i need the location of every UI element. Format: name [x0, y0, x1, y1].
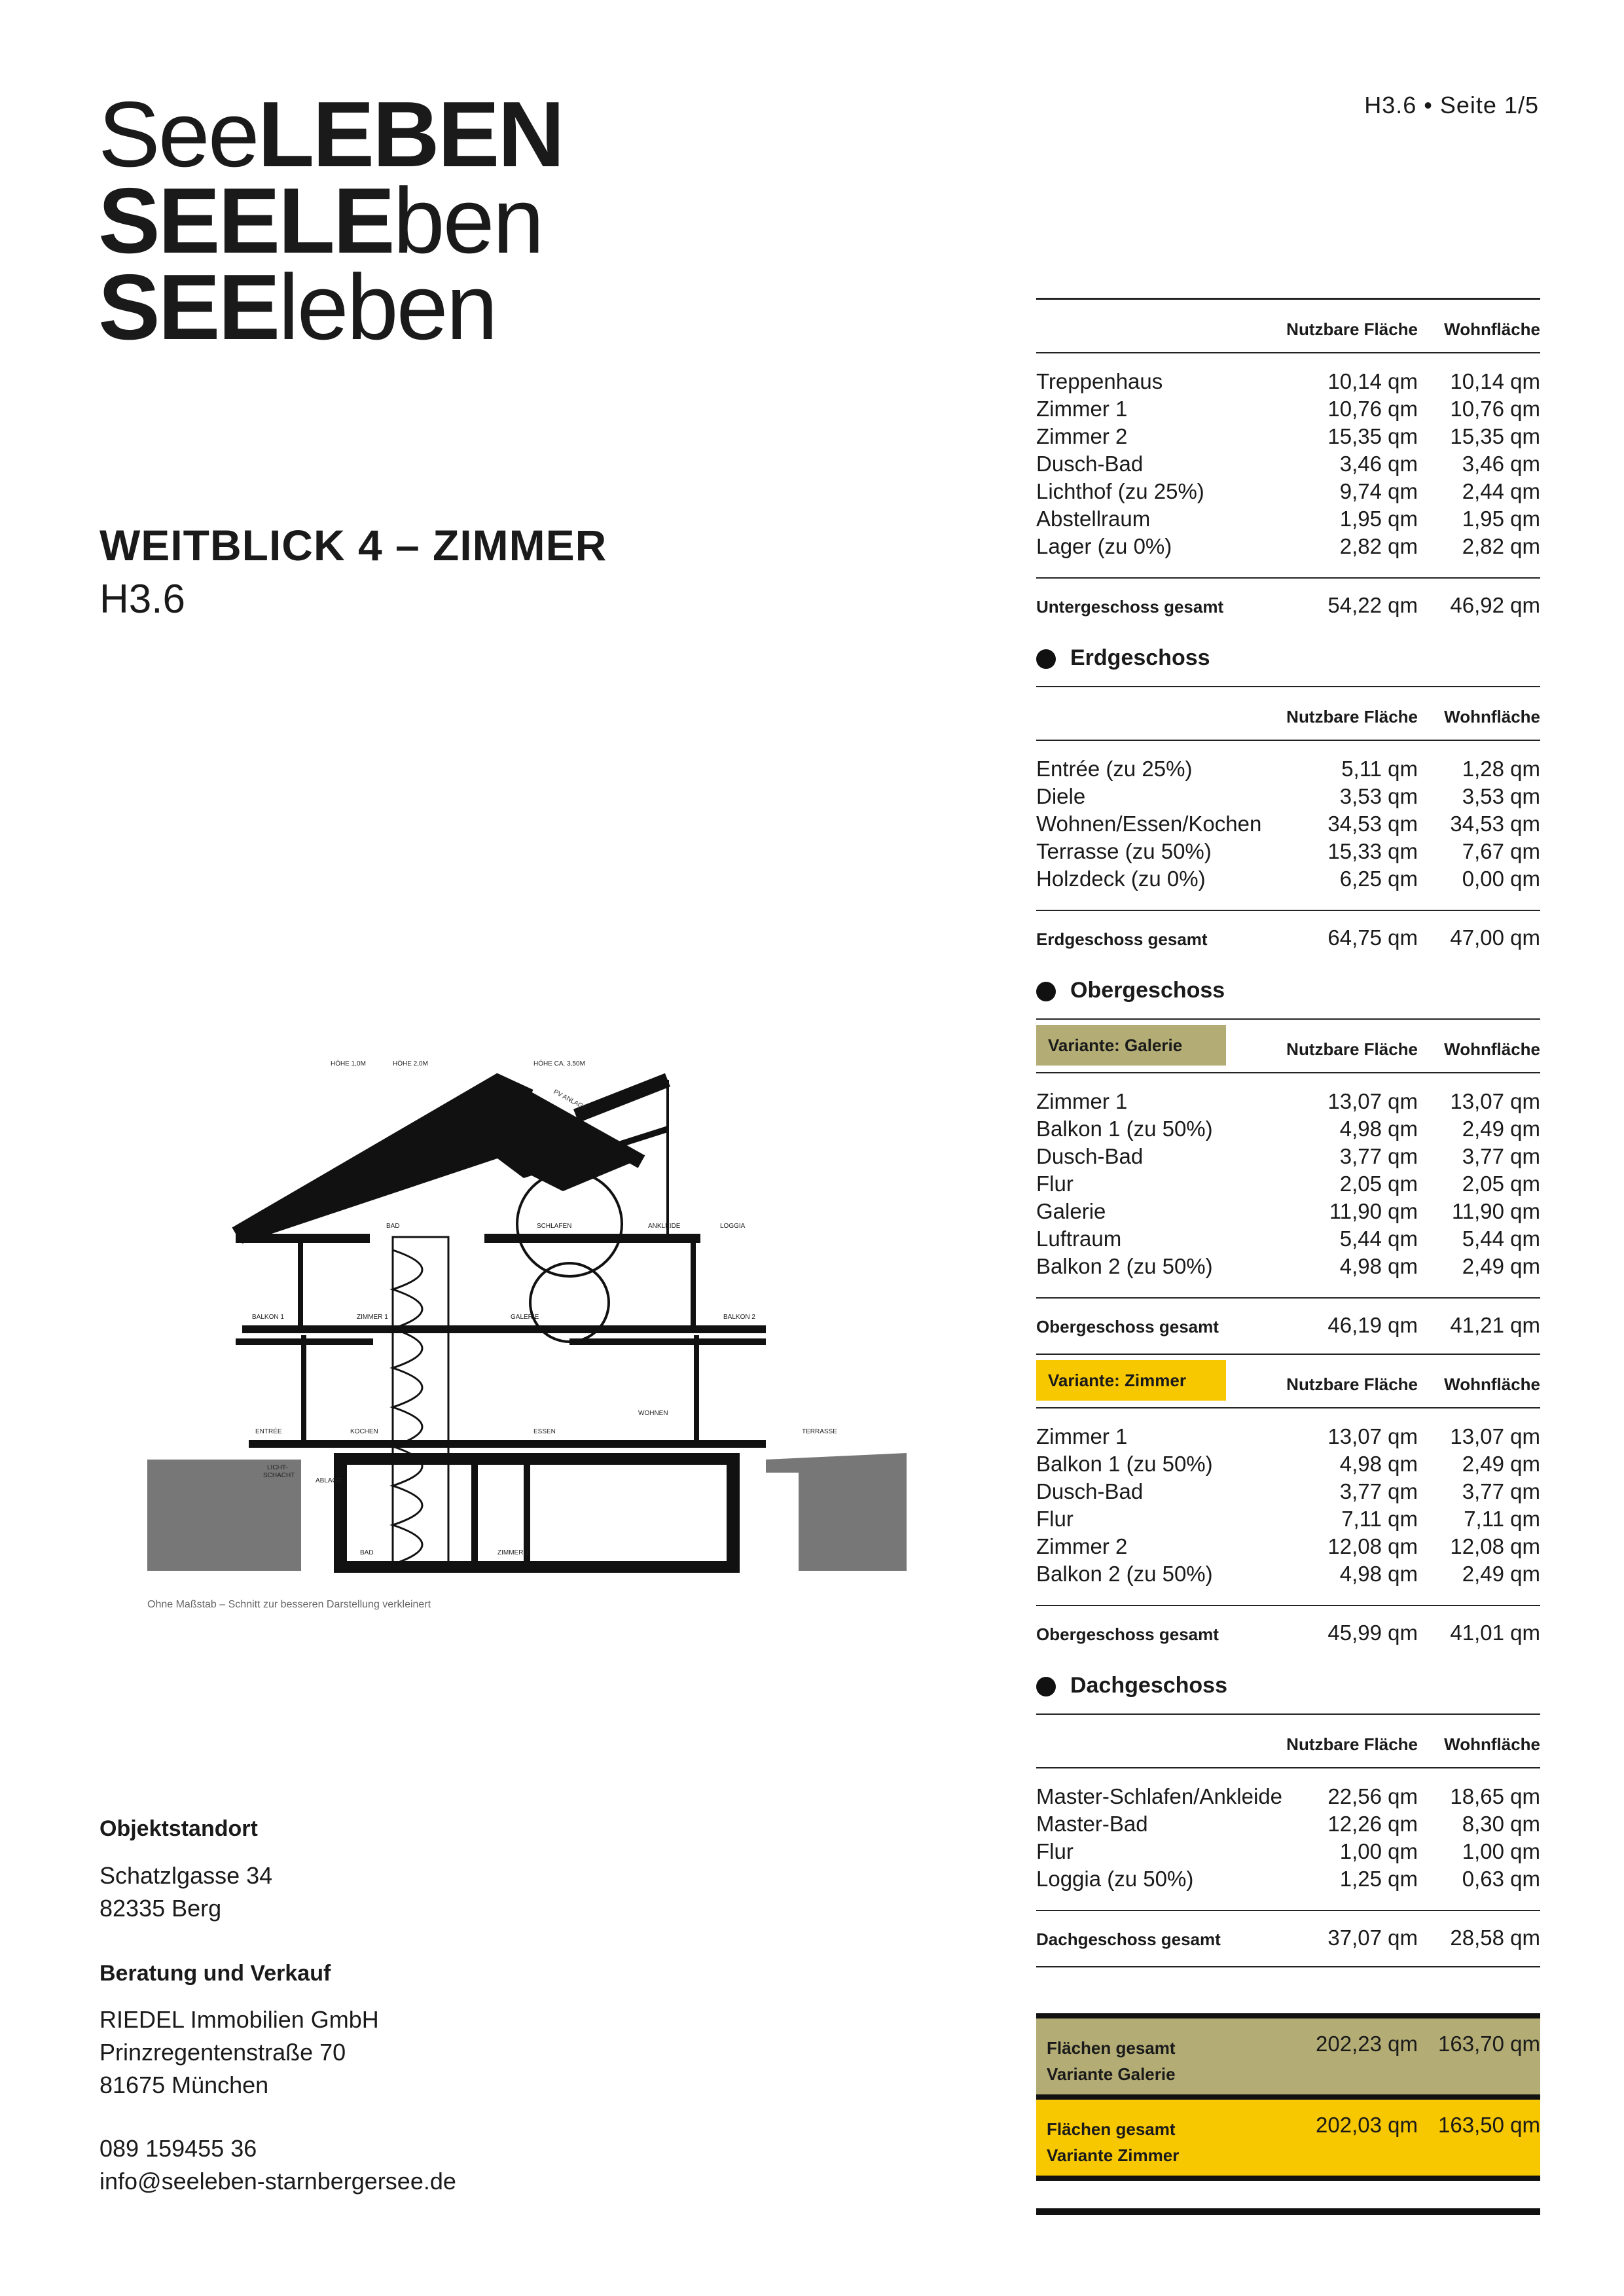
usable-area: 3,77 qm	[1339, 1479, 1418, 1503]
living-area: 1,00 qm	[1462, 1839, 1540, 1863]
usable-area: 2,05 qm	[1339, 1172, 1418, 1196]
og-galerie-total	[1036, 1299, 1540, 1354]
total-usable: 54,22 qm	[1327, 593, 1418, 617]
usable-area: 34,53 qm	[1327, 812, 1418, 836]
table-row	[1036, 757, 1540, 784]
table-row	[1036, 1199, 1540, 1227]
total-label: Untergeschoss gesamt	[1036, 597, 1224, 617]
usable-area: 1,25 qm	[1339, 1867, 1418, 1891]
sales-city: 81675 München	[99, 2072, 269, 2098]
table-row	[1036, 1839, 1540, 1867]
living-area: 2,49 qm	[1462, 1254, 1540, 1278]
usable-area: 5,44 qm	[1339, 1227, 1418, 1251]
header-living-area: Wohnfläche	[1444, 319, 1540, 339]
table-row	[1036, 452, 1540, 479]
living-area: 3,46 qm	[1462, 452, 1540, 476]
room-name: Luftraum	[1036, 1227, 1122, 1251]
ug-rows	[1036, 353, 1540, 577]
usable-area: 15,35 qm	[1327, 424, 1418, 448]
living-area: 5,44 qm	[1462, 1227, 1540, 1251]
table-row	[1036, 1172, 1540, 1199]
usable-area: 1,95 qm	[1339, 507, 1418, 531]
og-zimmer-rows	[1036, 1408, 1540, 1605]
room-name: Balkon 1 (zu 50%)	[1036, 1117, 1213, 1141]
usable-area: 7,11 qm	[1341, 1507, 1418, 1531]
room-name: Dusch-Bad	[1036, 452, 1144, 476]
table-row	[1036, 1254, 1540, 1282]
room-name: Zimmer 1	[1036, 1424, 1128, 1448]
living-area: 3,77 qm	[1462, 1479, 1540, 1503]
usable-area: 12,08 qm	[1327, 1534, 1418, 1558]
room-name: Master-Schlafen/Ankleide	[1036, 1784, 1283, 1808]
room-name: Diele	[1036, 784, 1086, 808]
total-usable: 45,99 qm	[1327, 1621, 1418, 1645]
variant-zimmer-badge: Variante: Zimmer	[1036, 1360, 1226, 1401]
living-area: 2,05 qm	[1462, 1172, 1540, 1196]
living-area: 0,00 qm	[1462, 867, 1540, 891]
section-caption: Ohne Maßstab – Schnitt zur besseren Darstellung verkleinert	[147, 1599, 431, 1610]
room-name: Entrée (zu 25%)	[1036, 757, 1193, 781]
room-name: Treppenhaus	[1036, 369, 1163, 393]
usable-area: 4,98 qm	[1339, 1254, 1418, 1278]
table-row	[1036, 1534, 1540, 1562]
room-name: Wohnen/Essen/Kochen	[1036, 812, 1262, 836]
usable-area: 13,07 qm	[1327, 1089, 1418, 1113]
sum-zimmer: Flächen gesamt Variante Zimmer 202,03 qm 163,50 qm	[1036, 2094, 1540, 2176]
usable-area: 1,00 qm	[1339, 1839, 1418, 1863]
sales-company: RIEDEL Immobilien GmbH	[99, 2006, 379, 2033]
eg-total	[1036, 911, 1540, 966]
living-area: 15,35 qm	[1450, 424, 1540, 448]
room-name: Zimmer 1	[1036, 1089, 1128, 1113]
room-name: Dusch-Bad	[1036, 1144, 1144, 1168]
label-schacht: SCHACHT	[263, 1472, 295, 1479]
label-hoehe-1m: HÖHE 1,0M	[331, 1060, 366, 1067]
bottom-bar	[1036, 2208, 1540, 2215]
table-row	[1036, 1452, 1540, 1479]
room-name: Lichthof (zu 25%)	[1036, 479, 1204, 503]
total-usable: 46,19 qm	[1327, 1313, 1418, 1337]
living-area: 1,28 qm	[1462, 757, 1540, 781]
label-hoehe-2m: HÖHE 2,0M	[393, 1060, 428, 1067]
room-name: Lager (zu 0%)	[1036, 534, 1172, 558]
living-area: 2,49 qm	[1462, 1452, 1540, 1476]
table-row	[1036, 507, 1540, 534]
label-balkon-2: BALKON 2	[723, 1314, 755, 1321]
living-area: 2,49 qm	[1462, 1562, 1540, 1586]
table-header-zimmer: Variante: Zimmer Nutzbare Fläche Wohnfläche	[1036, 1355, 1540, 1407]
table-header-galerie: Variante: Galerie Nutzbare Fläche Wohnfläche	[1036, 1020, 1540, 1072]
location-street: Schatzlgasse 34	[99, 1862, 273, 1889]
table-row	[1036, 1479, 1540, 1507]
sales-street: Prinzregentenstraße 70	[99, 2039, 346, 2066]
total-living: 46,92 qm	[1450, 593, 1540, 617]
sum-galerie: Flächen gesamt Variante Galerie 202,23 qm 163,70 qm	[1036, 2013, 1540, 2094]
table-row	[1036, 369, 1540, 397]
usable-area: 3,77 qm	[1339, 1144, 1418, 1168]
usable-area: 3,53 qm	[1339, 784, 1418, 808]
section-erdgeschoss: Erdgeschoss	[1036, 634, 1540, 686]
label-terrasse: TERRASSE	[802, 1428, 837, 1435]
usable-area: 22,56 qm	[1327, 1784, 1418, 1808]
dg-rows	[1036, 1768, 1540, 1910]
label-pv-anlage: PV ANLAGE	[552, 1088, 588, 1113]
table-row	[1036, 1424, 1540, 1452]
living-area: 13,07 qm	[1450, 1089, 1540, 1113]
table-row	[1036, 784, 1540, 812]
living-area: 3,77 qm	[1462, 1144, 1540, 1168]
living-area: 0,63 qm	[1462, 1867, 1540, 1891]
room-name: Zimmer 1	[1036, 397, 1128, 421]
label-bad-ug: BAD	[360, 1549, 374, 1556]
label-bad: BAD	[386, 1223, 400, 1230]
living-area: 3,53 qm	[1462, 784, 1540, 808]
room-name: Balkon 1 (zu 50%)	[1036, 1452, 1213, 1476]
room-name: Flur	[1036, 1507, 1074, 1531]
room-name: Zimmer 2	[1036, 1534, 1128, 1558]
room-name: Flur	[1036, 1172, 1074, 1196]
living-area: 1,95 qm	[1462, 507, 1540, 531]
room-name: Abstellraum	[1036, 507, 1151, 531]
table-row	[1036, 1562, 1540, 1589]
variant-galerie-badge: Variante: Galerie	[1036, 1025, 1226, 1066]
location-heading: Objektstandort	[99, 1816, 258, 1841]
room-name: Loggia (zu 50%)	[1036, 1867, 1194, 1891]
living-area: 8,30 qm	[1462, 1812, 1540, 1836]
living-area: 13,07 qm	[1450, 1424, 1540, 1448]
usable-area: 3,46 qm	[1339, 452, 1418, 476]
logo-line-2: SEELEben	[98, 169, 543, 273]
living-area: 10,76 qm	[1450, 397, 1540, 421]
table-row	[1036, 534, 1540, 562]
label-schlafen: SCHLAFEN	[537, 1223, 572, 1230]
og-galerie-rows	[1036, 1073, 1540, 1297]
total-label: Obergeschoss gesamt	[1036, 1624, 1219, 1644]
total-label: Dachgeschoss gesamt	[1036, 1929, 1221, 1949]
total-living: 41,21 qm	[1450, 1313, 1540, 1337]
room-name: Holzdeck (zu 0%)	[1036, 867, 1206, 891]
usable-area: 12,26 qm	[1327, 1812, 1418, 1836]
usable-area: 11,90 qm	[1329, 1199, 1418, 1223]
label-zimmer-1-ug: ZIMMER 1	[497, 1549, 529, 1556]
room-name: Terrasse (zu 50%)	[1036, 839, 1212, 863]
table-row	[1036, 1227, 1540, 1254]
total-living: 41,01 qm	[1450, 1621, 1540, 1645]
room-name: Flur	[1036, 1839, 1074, 1863]
bullet-icon	[1036, 982, 1056, 1001]
label-essen: ESSEN	[533, 1428, 556, 1435]
table-row	[1036, 839, 1540, 867]
logo-line-3: SEEleben	[98, 255, 496, 359]
header-usable-area: Nutzbare Fläche	[1286, 319, 1418, 339]
area-table	[1036, 298, 1540, 2181]
total-label: Obergeschoss gesamt	[1036, 1317, 1219, 1336]
label-entree: ENTRÉE	[255, 1428, 282, 1435]
email-link[interactable]: info@seeleben-starnbergersee.de	[99, 2168, 456, 2195]
apartment-title: WEITBLICK 4 – ZIMMER	[99, 521, 607, 569]
label-zimmer-1: ZIMMER 1	[357, 1314, 388, 1321]
apartment-code: H3.6	[99, 577, 185, 622]
living-area: 12,08 qm	[1450, 1534, 1540, 1558]
room-name: Balkon 2 (zu 50%)	[1036, 1562, 1213, 1586]
eg-rows	[1036, 741, 1540, 910]
usable-area: 10,76 qm	[1327, 397, 1418, 421]
room-name: Balkon 2 (zu 50%)	[1036, 1254, 1213, 1278]
total-usable: 37,07 qm	[1327, 1926, 1418, 1950]
table-row	[1036, 1867, 1540, 1894]
label-wohnen: WOHNEN	[638, 1410, 668, 1417]
room-name: Zimmer 2	[1036, 424, 1128, 448]
label-balkon-1: BALKON 1	[252, 1314, 284, 1321]
label-galerie: GALERIE	[511, 1314, 539, 1321]
usable-area: 4,98 qm	[1339, 1562, 1418, 1586]
table-row	[1036, 424, 1540, 452]
label-licht: LICHT-	[267, 1464, 288, 1471]
building-section-drawing	[144, 1054, 910, 1597]
living-area: 2,82 qm	[1462, 534, 1540, 558]
logo-line-1: SeeLEBEN	[98, 82, 563, 187]
bullet-icon	[1036, 649, 1056, 669]
usable-area: 13,07 qm	[1327, 1424, 1418, 1448]
table-row	[1036, 1144, 1540, 1172]
bullet-icon	[1036, 1677, 1056, 1696]
living-area: 7,67 qm	[1462, 839, 1540, 863]
phone-number: 089 159455 36	[99, 2135, 257, 2162]
table-row	[1036, 1784, 1540, 1812]
usable-area: 4,98 qm	[1339, 1117, 1418, 1141]
logo	[98, 82, 563, 359]
living-area: 2,44 qm	[1462, 479, 1540, 503]
table-header: Nutzbare Fläche Wohnfläche	[1286, 1734, 1540, 1754]
usable-area: 6,25 qm	[1339, 867, 1418, 891]
table-header: Nutzbare Fläche Wohnfläche	[1286, 707, 1540, 726]
table-row	[1036, 1507, 1540, 1534]
room-name: Master-Bad	[1036, 1812, 1148, 1836]
label-ankleide: ANKLEIDE	[648, 1223, 681, 1230]
usable-area: 15,33 qm	[1327, 839, 1418, 863]
table-row	[1036, 1089, 1540, 1117]
table-header	[1036, 300, 1540, 352]
sales-heading: Beratung und Verkauf	[99, 1961, 331, 1986]
dg-total	[1036, 1911, 1540, 1966]
label-kochen: KOCHEN	[350, 1428, 378, 1435]
usable-area: 2,82 qm	[1339, 534, 1418, 558]
section-obergeschoss: Obergeschoss	[1036, 966, 1540, 1018]
section-dachgeschoss: Dachgeschoss	[1036, 1661, 1540, 1713]
table-row	[1036, 867, 1540, 894]
label-loggia: LOGGIA	[720, 1223, 746, 1230]
table-row	[1036, 397, 1540, 424]
table-row	[1036, 1812, 1540, 1839]
usable-area: 4,98 qm	[1339, 1452, 1418, 1476]
usable-area: 10,14 qm	[1327, 369, 1418, 393]
usable-area: 5,11 qm	[1341, 757, 1418, 781]
room-name: Galerie	[1036, 1199, 1106, 1223]
table-row	[1036, 1117, 1540, 1144]
location-city: 82335 Berg	[99, 1895, 222, 1922]
room-name: Dusch-Bad	[1036, 1479, 1144, 1503]
page-reference: H3.6 • Seite 1/5	[1364, 92, 1539, 118]
label-hoehe-350m: HÖHE CA. 3,50M	[533, 1060, 585, 1067]
total-usable: 64,75 qm	[1327, 925, 1418, 950]
living-area: 11,90 qm	[1451, 1199, 1540, 1223]
og-zimmer-total	[1036, 1606, 1540, 1661]
total-living: 47,00 qm	[1450, 925, 1540, 950]
living-area: 18,65 qm	[1450, 1784, 1540, 1808]
living-area: 34,53 qm	[1450, 812, 1540, 836]
ug-total	[1036, 579, 1540, 634]
living-area: 7,11 qm	[1464, 1507, 1540, 1531]
label-ablage: ABLAGE	[316, 1477, 342, 1484]
table-row	[1036, 812, 1540, 839]
living-area: 10,14 qm	[1450, 369, 1540, 393]
living-area: 2,49 qm	[1462, 1117, 1540, 1141]
total-label: Erdgeschoss gesamt	[1036, 929, 1208, 949]
usable-area: 9,74 qm	[1339, 479, 1418, 503]
total-living: 28,58 qm	[1450, 1926, 1540, 1950]
table-row	[1036, 479, 1540, 507]
